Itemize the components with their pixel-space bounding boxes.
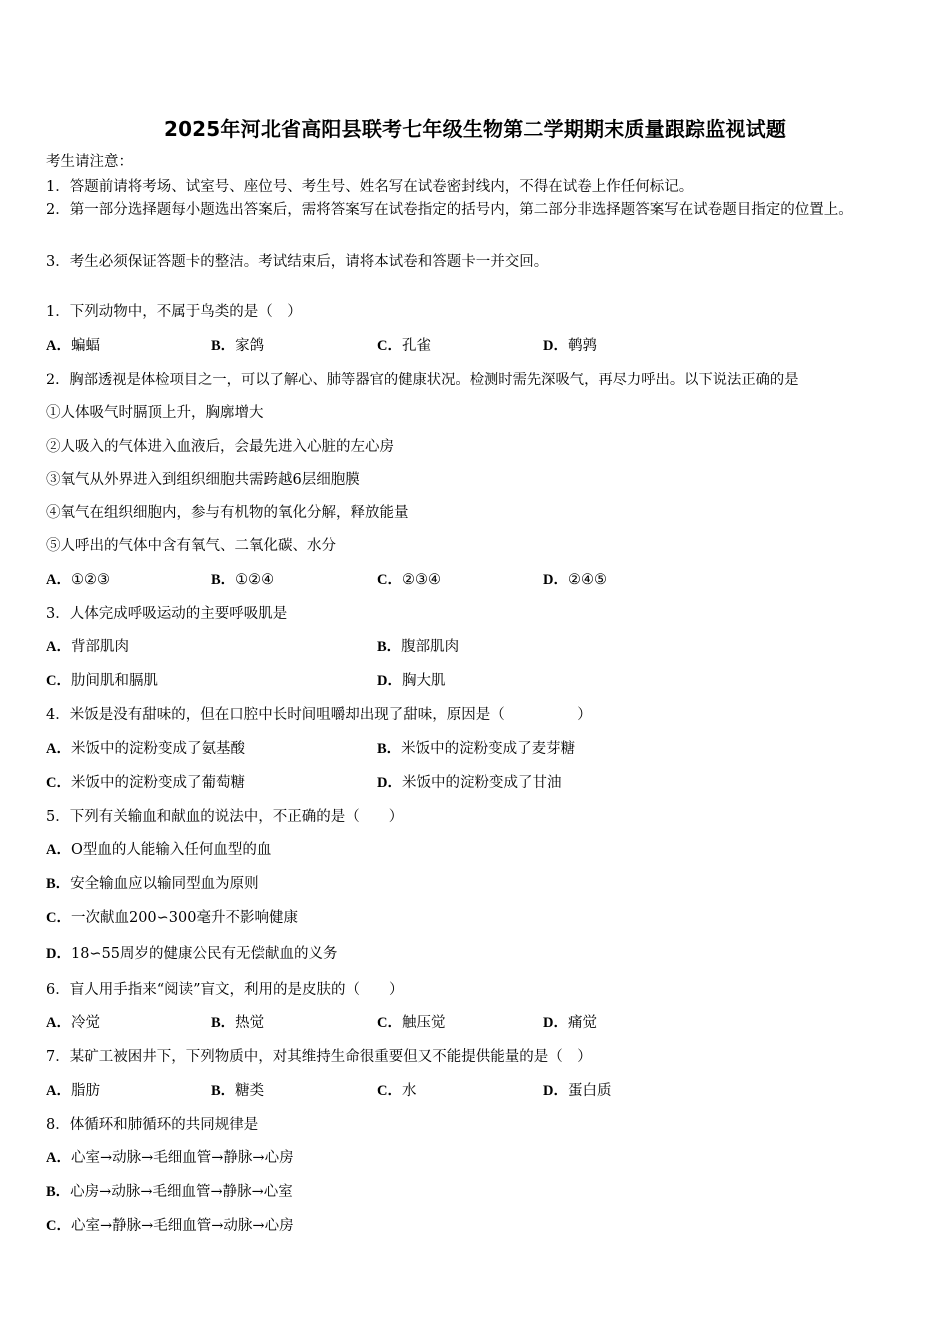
option-c: C．心室→静脉→毛细血管→动脉→心房: [46, 1218, 294, 1234]
option-a: A．米饭中的淀粉变成了氨基酸: [46, 741, 245, 757]
option-a: A．心室→动脉→毛细血管→静脉→心房: [46, 1150, 294, 1166]
statement: ①人体吸气时膈顶上升，胸廓增大: [46, 405, 264, 421]
option-d: D．②④⑤: [543, 572, 607, 588]
option-b: B．心房→动脉→毛细血管→静脉→心室: [46, 1184, 293, 1200]
option-b: B．热觉: [211, 1015, 265, 1031]
notice-heading: 考生请注意：: [46, 154, 133, 170]
option-c: C．一次献血200∽300毫升不影响健康: [46, 910, 298, 926]
option-a: A．脂肪: [46, 1083, 100, 1099]
notice-item: 2．第一部分选择题每小题选出答案后，需将答案写在试卷指定的括号内，第二部分非选择题答案写在试卷题目指定的位置上。: [46, 202, 853, 218]
question-stem: 8．体循环和肺循环的共同规律是: [46, 1117, 259, 1133]
option-d: D．蛋白质: [543, 1083, 612, 1099]
statement: ③氧气从外界进入到组织细胞共需跨越6层细胞膜: [46, 472, 360, 488]
option-a: A．背部肌肉: [46, 639, 129, 655]
question-stem: 5．下列有关输血和献血的说法中，不正确的是（ ）: [46, 809, 404, 825]
question-stem: 3．人体完成呼吸运动的主要呼吸肌是: [46, 606, 288, 622]
page-title: 2025年河北省高阳县联考七年级生物第二学期期末质量跟踪监视试题: [163, 117, 787, 141]
option-d: D．米饭中的淀粉变成了甘油: [377, 775, 562, 791]
option-c: C．水: [377, 1083, 417, 1099]
question-stem: 6．盲人用手指来“阅读”盲文，利用的是皮肤的（ ）: [46, 982, 404, 998]
option-d: D．痛觉: [543, 1015, 597, 1031]
option-c: C．②③④: [377, 572, 441, 588]
option-a: A．O型血的人能输入任何血型的血: [46, 842, 272, 858]
option-c: C．孔雀: [377, 338, 431, 354]
option-b: B．安全输血应以输同型血为原则: [46, 876, 259, 892]
option-b: B．米饭中的淀粉变成了麦芽糖: [377, 741, 576, 757]
option-a: A．①②③: [46, 572, 110, 588]
option-b: B．家鸽: [211, 338, 265, 354]
option-d: D．18∽55周岁的健康公民有无偿献血的义务: [46, 946, 338, 962]
option-b: B．糖类: [211, 1083, 265, 1099]
option-c: C．触压觉: [377, 1015, 446, 1031]
notice-item: 1．答题前请将考场、试室号、座位号、考生号、姓名写在试卷密封线内，不得在试卷上作任何标记。: [46, 179, 694, 195]
option-b: B．①②④: [211, 572, 275, 588]
option-c: C．肋间肌和膈肌: [46, 673, 158, 689]
statement: ②人吸入的气体进入血液后，会最先进入心脏的左心房: [46, 439, 394, 455]
question-stem: 7．某矿工被困井下，下列物质中，对其维持生命很重要但又不能提供能量的是（ ）: [46, 1049, 592, 1065]
option-d: D．鹌鹑: [543, 338, 597, 354]
question-stem: 4．米饭是没有甜味的，但在口腔中长时间咀嚼却出现了甜味，原因是（ ）: [46, 707, 592, 723]
option-b: B．腹部肌肉: [377, 639, 460, 655]
option-a: A．蝙蝠: [46, 338, 100, 354]
question-stem: 2．胸部透视是体检项目之一，可以了解心、肺等器官的健康状况。检测时需先深吸气，再尽力呼出。以下说法正确的是: [46, 372, 799, 388]
option-c: C．米饭中的淀粉变成了葡萄糖: [46, 775, 245, 791]
statement: ④氧气在组织细胞内，参与有机物的氧化分解，释放能量: [46, 505, 409, 521]
notice-item: 3．考生必须保证答题卡的整洁。考试结束后，请将本试卷和答题卡一并交回。: [46, 254, 549, 270]
statement: ⑤人呼出的气体中含有氧气、二氧化碳、水分: [46, 538, 336, 554]
option-a: A．冷觉: [46, 1015, 100, 1031]
question-stem: 1．下列动物中，不属于鸟类的是（ ）: [46, 304, 302, 320]
option-d: D．胸大肌: [377, 673, 446, 689]
